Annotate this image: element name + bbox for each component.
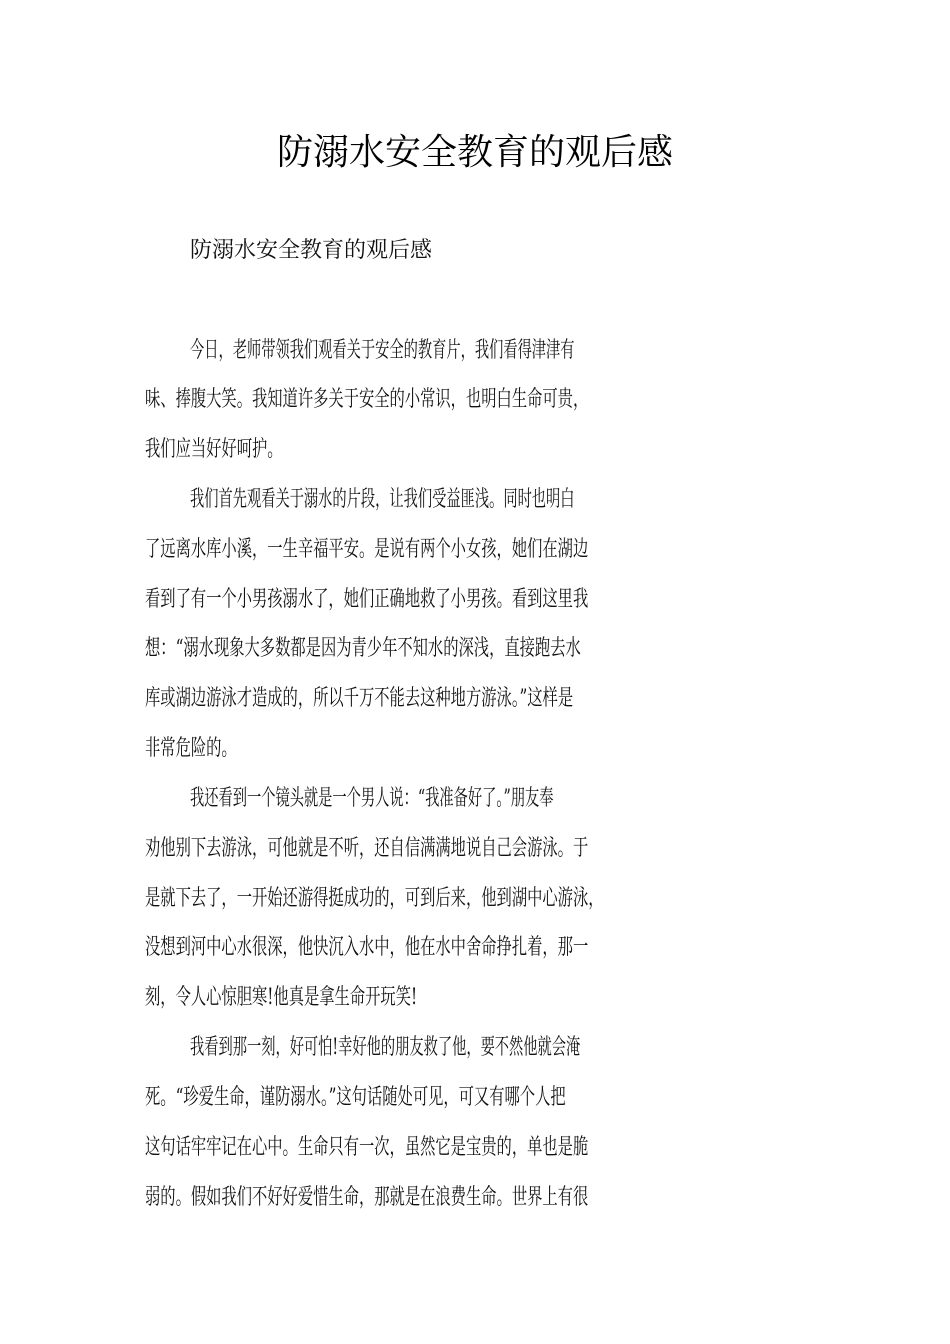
paragraph-line: 看到了有一个小男孩溺水了，她们正确地救了小男孩。看到这里我 xyxy=(145,587,589,612)
paragraph-line: 库或湖边游泳才造成的，所以千万不能去这种地方游泳。”这样是 xyxy=(145,686,574,711)
paragraph-line: 我们应当好好呵护。 xyxy=(145,437,283,462)
paragraph-line: 刻，令人心惊胆寒!他真是拿生命开玩笑! xyxy=(145,985,418,1010)
paragraph-line: 死。“珍爱生命，谨防溺水。”这句话随处可见，可又有哪个人把 xyxy=(145,1085,566,1110)
paragraph-line: 弱的。假如我们不好好爱惜生命，那就是在浪费生命。世界上有很 xyxy=(145,1185,589,1210)
document-subtitle: 防溺水安全教育的观后感 xyxy=(190,238,433,263)
paragraph-line: 今日，老师带领我们观看关于安全的教育片，我们看得津津有 xyxy=(190,338,575,363)
paragraph-line: 我看到那一刻，好可怕!幸好他的朋友救了他，要不然他就会淹 xyxy=(190,1035,581,1060)
paragraph-line: 了远离水库小溪，一生辛福平安。是说有两个小女孩，她们在湖边 xyxy=(145,537,589,562)
paragraph-line: 非常危险的。 xyxy=(145,736,237,761)
paragraph-line: 劝他别下去游泳，可他就是不听，还自信满满地说自己会游泳。于 xyxy=(145,836,589,861)
document-title: 防溺水安全教育的观后感 xyxy=(276,132,673,173)
paragraph-line: 是就下去了，一开始还游得挺成功的，可到后来，他到湖中心游泳， xyxy=(145,886,604,911)
paragraph-line: 我们首先观看关于溺水的片段，让我们受益匪浅。同时也明白 xyxy=(190,487,575,512)
paragraph-line: 味、捧腹大笑。我知道许多关于安全的小常识，也明白生命可贵， xyxy=(145,387,589,412)
paragraph-line: 没想到河中心水很深，他快沉入水中，他在水中舍命挣扎着，那一 xyxy=(145,935,589,960)
paragraph-line: 这句话牢牢记在心中。生命只有一次，虽然它是宝贵的，单也是脆 xyxy=(145,1135,589,1160)
paragraph-line: 想：“溺水现象大多数都是因为青少年不知水的深浅，直接跑去水 xyxy=(145,636,581,661)
paragraph-line: 我还看到一个镜头就是一个男人说：“我准备好了。”朋友奉 xyxy=(190,786,554,811)
